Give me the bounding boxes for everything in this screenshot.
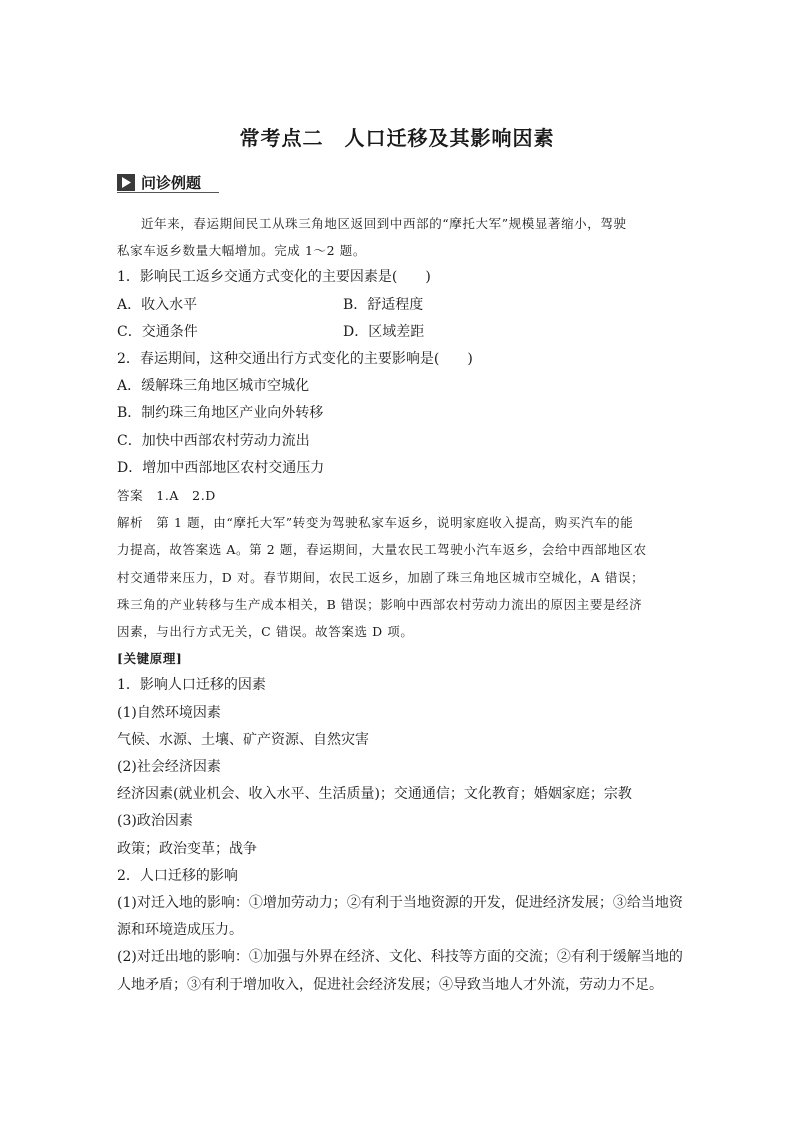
analysis-line: 解析 第 1 题，由“摩托大军”转变为驾驶私家车返乡，说明家庭收入提高，购买汽车的能 <box>117 515 634 531</box>
principle-line: (3)政治因素 <box>117 813 193 830</box>
principle-line: 1．影响人口迁移的因素 <box>117 677 266 694</box>
principle-line: (2)对迁出地的影响：①加强与外界在经济、文化、科技等方面的交流；②有利于缓解当地的 <box>117 949 683 966</box>
option-a: A．缓解珠三角地区城市空城化 <box>117 378 310 395</box>
principle-line: 政策；政治变革；战争 <box>117 840 257 857</box>
analysis-line: 因素，与出行方式无关，C 错误。故答案选 D 项。 <box>117 624 414 640</box>
play-triangle-icon <box>117 174 135 191</box>
section-label: 问诊例题 <box>141 173 202 192</box>
option-b: B．舒适程度 <box>343 296 424 313</box>
option-c: C．交通条件 <box>117 323 198 340</box>
question-1-options-row <box>117 292 677 319</box>
principle-line: (1)对迁入地的影响：①增加劳动力；②有利于当地资源的开发，促进经济发展；③给当地资 <box>117 895 683 912</box>
intro-line: 私家车返乡数量大幅增加。完成 1～2 题。 <box>117 243 366 259</box>
question-1-options-row <box>117 319 677 346</box>
principle-line: 气候、水源、土壤、矿产资源、自然灾害 <box>117 731 369 748</box>
principle-line: (2)社会经济因素 <box>117 759 221 776</box>
principle-line: 人地矛盾；③有利于增加收入，促进社会经济发展；④导致当地人才外流，劳动力不足。 <box>117 976 663 993</box>
analysis-line: 珠三角的产业转移与生产成本相关，B 错误；影响中西部农村劳动力流出的原因主要是经济 <box>117 596 643 612</box>
key-principle-heading: [关键原理] <box>117 651 183 667</box>
principle-line: 源和环境造成压力。 <box>117 922 243 939</box>
principle-line: 经济因素(就业机会、收入水平、生活质量)；交通通信；文化教育；婚姻家庭；宗教 <box>117 786 632 803</box>
option-a: A．收入水平 <box>117 296 198 313</box>
page-title: 常考点二 人口迁移及其影响因素 <box>239 126 555 150</box>
principle-line: 2．人口迁移的影响 <box>117 867 238 884</box>
analysis-line: 力提高，故答案选 A。第 2 题，春运期间，大量农民工驾驶小汽车返乡，会给中西部地区农 <box>117 542 647 558</box>
option-c: C．加快中西部农村劳动力流出 <box>117 432 310 449</box>
option-d: D．增加中西部地区农村交通压力 <box>117 459 325 476</box>
question-1-stem: 1．影响民工返乡交通方式变化的主要因素是( ) <box>117 269 431 286</box>
principle-line: (1)自然环境因素 <box>117 704 221 721</box>
section-underline <box>117 192 219 193</box>
option-d: D．区域差距 <box>343 323 425 340</box>
analysis-line: 村交通带来压力，D 对。春节期间，农民工返乡，加剧了珠三角地区城市空城化，A 错误； <box>117 569 645 585</box>
intro-line: 近年来，春运期间民工从珠三角地区返回到中西部的“摩托大军”规模显著缩小，驾驶 <box>141 216 627 231</box>
section-tag <box>117 172 201 192</box>
option-b: B．制约珠三角地区产业向外转移 <box>117 405 324 422</box>
content-body <box>117 210 683 999</box>
question-2-stem: 2．春运期间，这种交通出行方式变化的主要影响是( ) <box>117 351 473 368</box>
answer: 答案 1.A 2.D <box>117 488 216 504</box>
